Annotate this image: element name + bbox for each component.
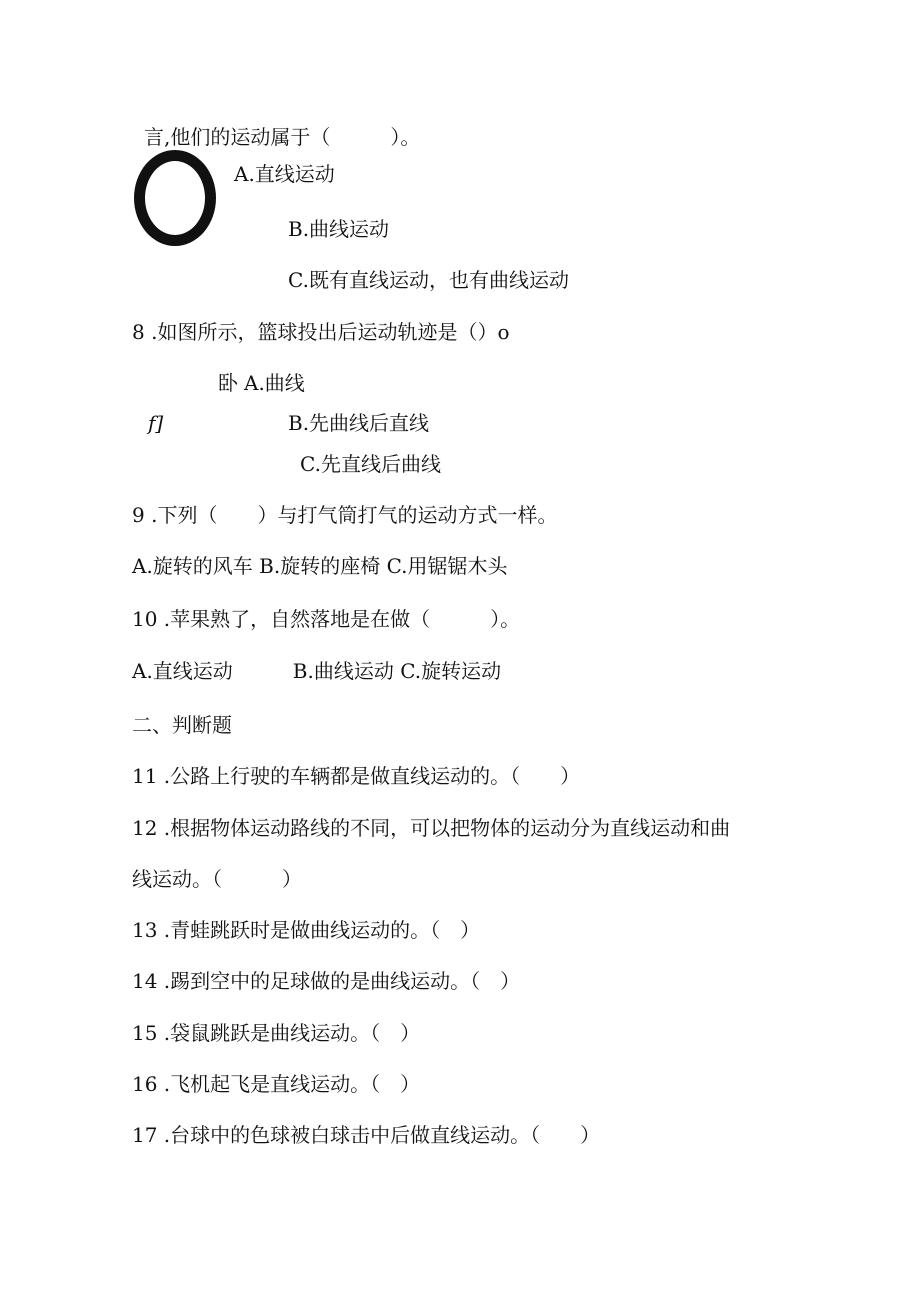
question-8-stem: 8 .如图所示，篮球投出后运动轨迹是（）o	[132, 320, 510, 344]
section-title: 二、判断题	[132, 713, 232, 737]
question-7-stem-tail: 言,他们的运动属于（ ）。	[144, 125, 421, 149]
question-8-option-c: C.先直线后曲线	[300, 452, 441, 476]
judgment-item-continuation: 线运动。（ ）	[132, 867, 302, 891]
question-8-option-b: B.先曲线后直线	[288, 411, 430, 435]
judgment-item: 15 .袋鼠跳跃是曲线运动。（ ）	[132, 1021, 421, 1045]
question-8-option-a: A.曲线	[244, 371, 305, 395]
judgment-item: 11 .公路上行驶的车辆都是做直线运动的。（ ）	[132, 764, 581, 788]
question-9-options: A.旋转的风车 B.旋转的座椅 C.用锯锯木头	[132, 554, 508, 578]
judgment-item: 16 .飞机起飞是直线运动。（ ）	[132, 1072, 421, 1096]
judgment-item: 12 .根据物体运动路线的不同，可以把物体的运动分为直线运动和曲	[132, 816, 731, 840]
question-7-option-b: B.曲线运动	[288, 217, 390, 241]
question-8-figure-text: 卧	[218, 371, 238, 395]
question-10-options: A.直线运动 B.曲线运动 C.旋转运动	[132, 659, 502, 683]
judgment-item: 17 .台球中的色球被白球击中后做直线运动。（ ）	[132, 1123, 601, 1147]
question-7-option-a: A.直线运动	[234, 162, 335, 186]
question-8-figure-text-2: f]	[148, 411, 164, 435]
question-7-option-c: C.既有直线运动，也有曲线运动	[288, 268, 569, 292]
question-9-stem: 9 .下列（ ）与打气筒打气的运动方式一样。	[132, 503, 558, 527]
figure-circle	[134, 150, 216, 246]
question-10-stem: 10 .苹果熟了，自然落地是在做（ ）。	[132, 607, 521, 631]
judgment-item: 14 .踢到空中的足球做的是曲线运动。（ ）	[132, 969, 521, 993]
judgment-item: 13 .青蛙跳跃时是做曲线运动的。（ ）	[132, 918, 481, 942]
